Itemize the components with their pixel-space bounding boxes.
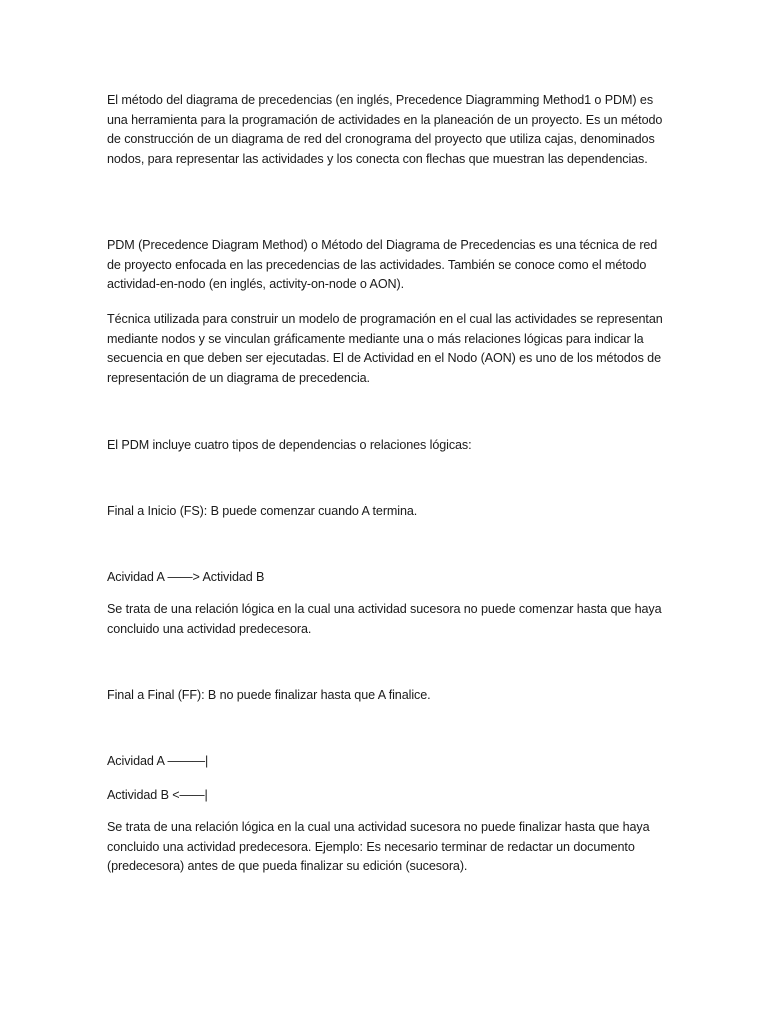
paragraph-dependency-types-intro: El PDM incluye cuatro tipos de dependencias o relaciones lógicas: xyxy=(107,438,472,452)
diagram-line-fs: Acividad A ——> Actividad B xyxy=(107,570,265,584)
paragraph-pdm-definition: El método del diagrama de precedencias (en inglés, Precedence Diagramming Method1 o PDM) es una herramienta para la programación de actividades en la planeación de un proyecto. Es un método de construcción de un diagrama de red del cronograma del proyecto que utiliza cajas, denominados nodos, para representar las actividades y los conecta con flechas que muestran las dependencias. xyxy=(107,93,663,166)
paragraph-fs-explanation: Se trata de una relación lógica en la cual una actividad sucesora no puede comenzar hasta que haya concluido una actividad predecesora. xyxy=(107,602,662,636)
diagram-line-ff-b: Actividad B <——| xyxy=(107,788,208,802)
paragraph-pdm-network-technique: PDM (Precedence Diagram Method) o Método del Diagrama de Precedencias es una técnica de red de proyecto enfocada en las precedencias de las actividades. También se conoce como el método actividad-en-nodo (en inglés, activity-on-node o AON). xyxy=(107,238,658,291)
diagram-line-ff-a: Acividad A ———| xyxy=(107,754,209,768)
heading-finish-to-start: Final a Inicio (FS): B puede comenzar cuando A termina. xyxy=(107,504,418,518)
paragraph-ff-explanation: Se trata de una relación lógica en la cual una actividad sucesora no puede finalizar hasta que haya concluido una actividad predecesora. Ejemplo: Es necesario terminar de redactar un documento (predecesora) antes de que pueda finalizar su edición (sucesora). xyxy=(107,820,650,873)
paragraph-technique-used: Técnica utilizada para construir un modelo de programación en el cual las actividades se representan mediante nodos y se vinculan gráficamente mediante una o más relaciones lógicas para indicar la secuencia en que deben ser ejecutadas. El de Actividad en el Nodo (AON) es uno de los métodos de representación de un diagrama de precedencia. xyxy=(107,312,663,385)
heading-finish-to-finish: Final a Final (FF): B no puede finalizar hasta que A finalice. xyxy=(107,688,431,702)
